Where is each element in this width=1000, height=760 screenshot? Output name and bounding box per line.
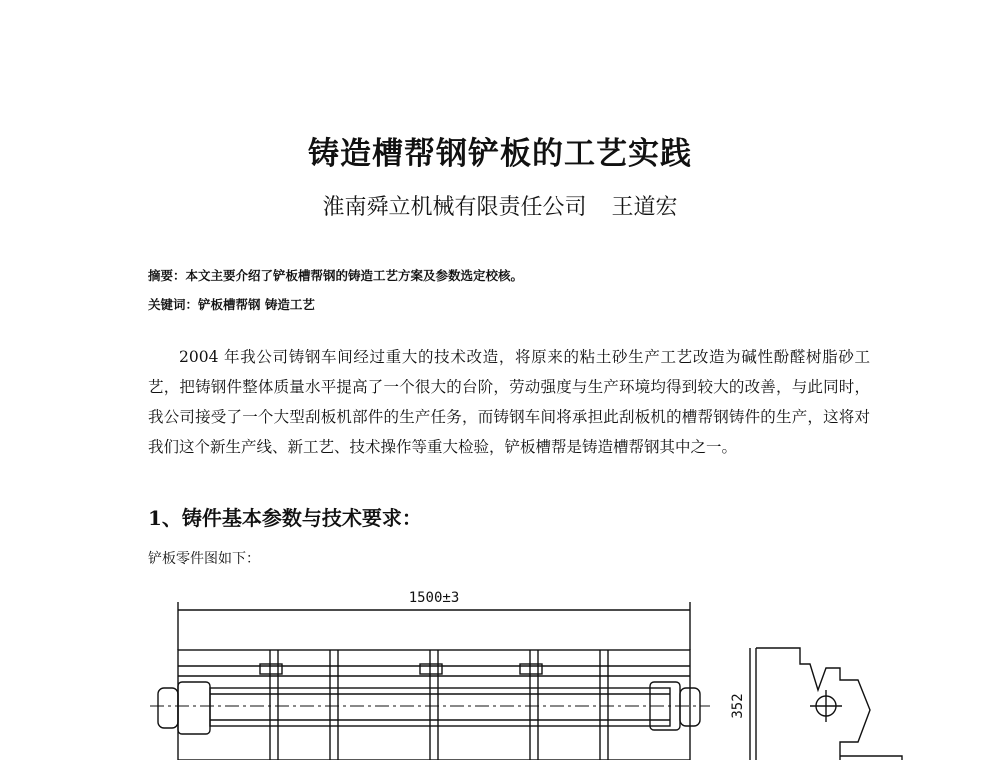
author-line: 淮南舜立机械有限责任公司 王道宏	[322, 195, 678, 220]
paper-title: 铸造槽帮钢铲板的工艺实践	[308, 136, 692, 172]
keywords: 关键词：铲板槽帮钢 铸造工艺	[148, 297, 315, 312]
part-drawing	[150, 580, 910, 760]
abstract: 摘要：本文主要介绍了铲板槽帮钢的铸造工艺方案及参数选定校核。	[148, 268, 524, 283]
height-dimension: 352	[730, 693, 746, 719]
section-heading: 1、铸件基本参数与技术要求：	[148, 506, 422, 530]
profile-outline	[756, 648, 870, 760]
body-paragraph: 2004 年我公司铸钢车间经过重大的技术改造，将原来的粘土砂生产工艺改造为碱性酚醛树脂砂工艺，把铸钢件整体质量水平提高了一个很大的台阶，劳动强度与生产环境均得到较大的改善，与此同时，我公司接受了一个大型刮板机部件的生产任务，而铸钢车间将承担此刮板机的槽帮钢铸件的生产，这将对我们这个新生产线、新工艺、技术操作等重大检验，铲板槽帮是铸造槽帮钢其中之一。	[148, 348, 870, 456]
length-dimension: 1500±3	[408, 590, 460, 606]
figure-caption: 铲板零件图如下：	[148, 551, 260, 567]
